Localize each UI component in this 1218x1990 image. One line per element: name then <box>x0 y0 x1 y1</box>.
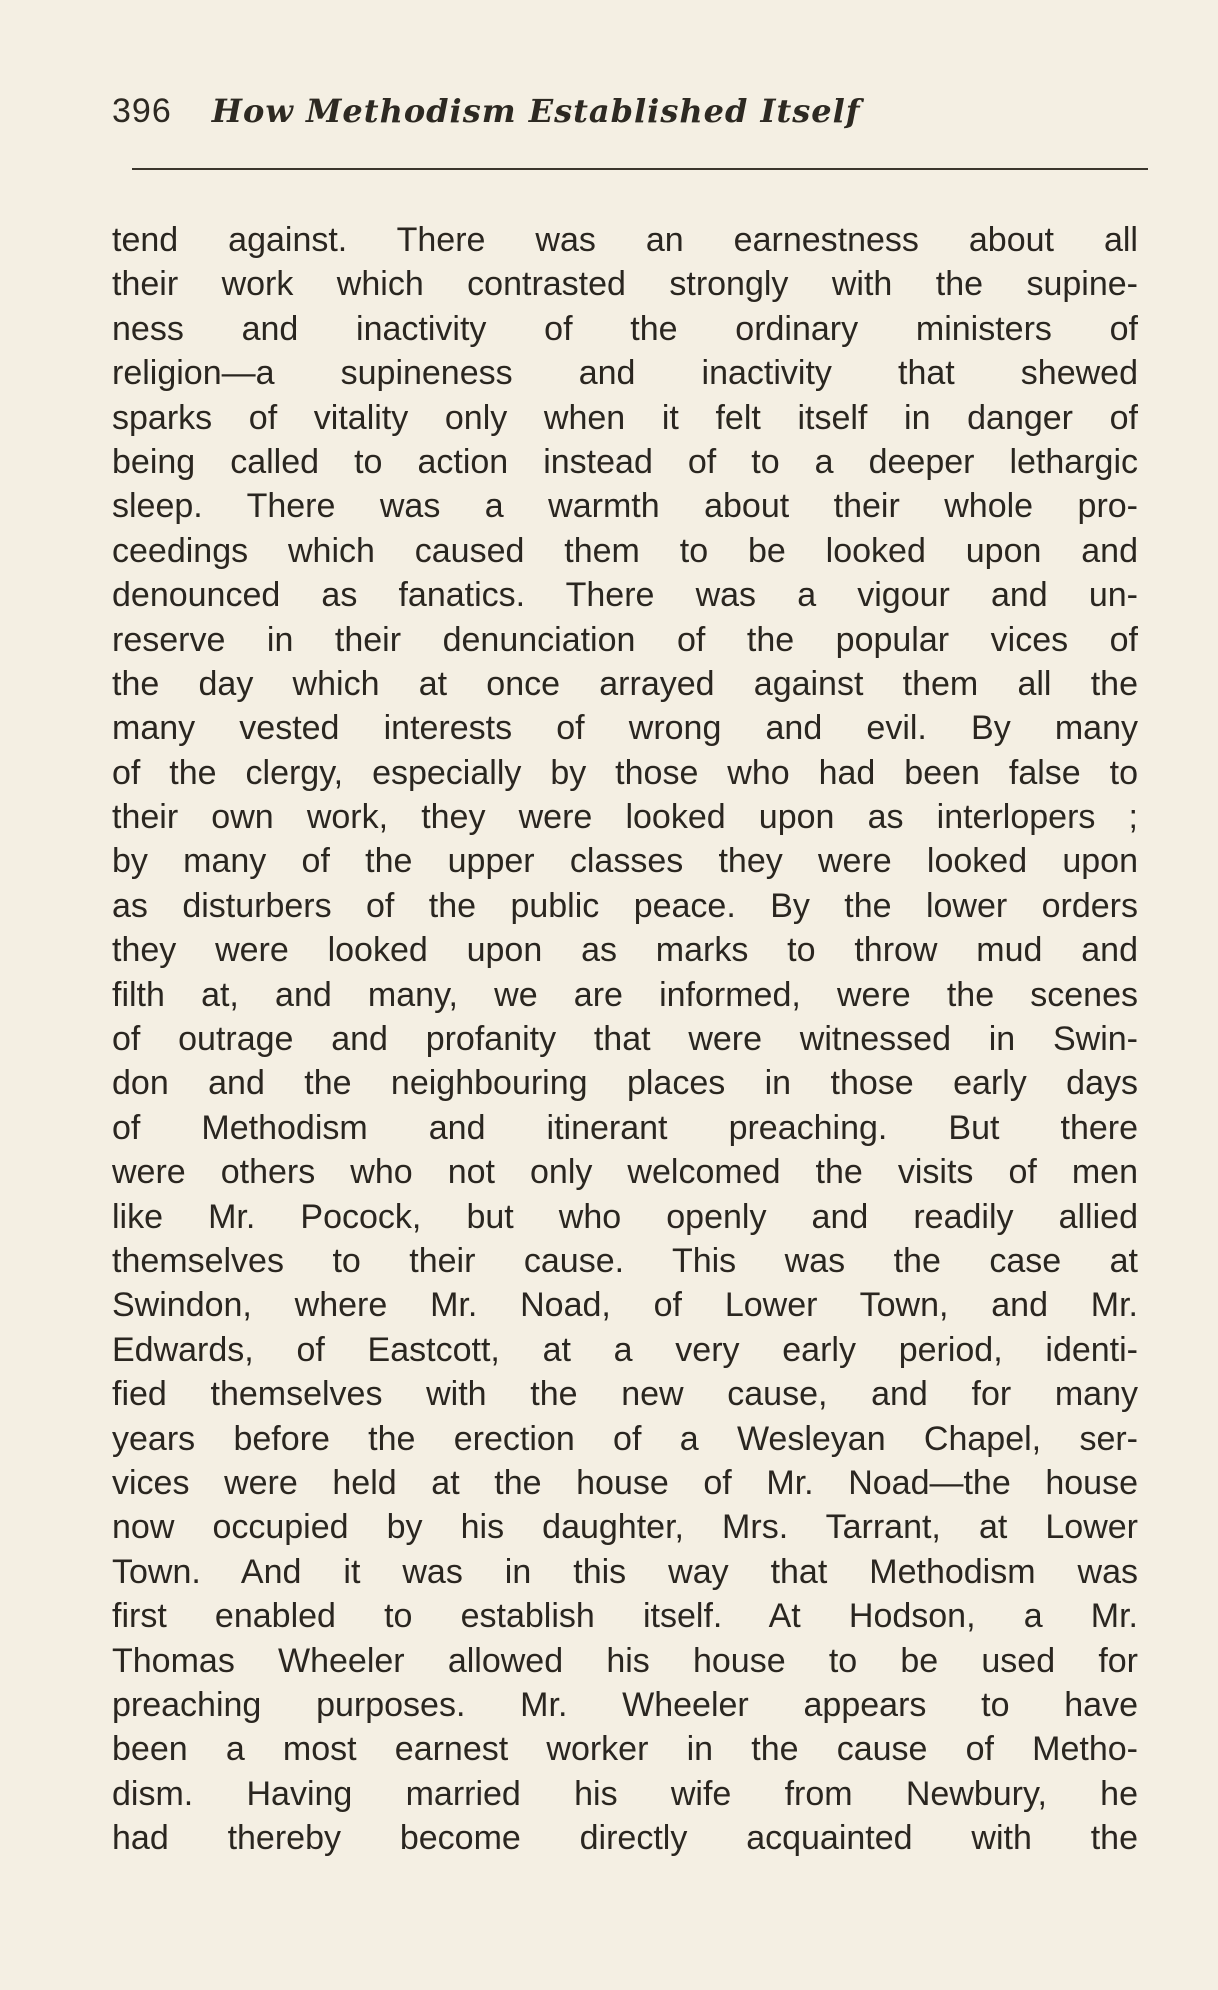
text-line: sleep. There was a warmth about their whole pro- <box>112 487 1138 526</box>
text-line: Swindon, where Mr. Noad, of Lower Town, and Mr. <box>112 1286 1138 1325</box>
text-line: Thomas Wheeler allowed his house to be used for <box>112 1641 1138 1680</box>
text-line: as disturbers of the public peace. By the lower orders <box>112 886 1138 925</box>
body-text <box>112 218 1138 1860</box>
text-line: of the clergy, especially by those who had been false to <box>112 753 1138 792</box>
running-title: How Methodism Established Itself <box>211 92 861 130</box>
text-line: tend against. There was an earnestness about all <box>112 221 1138 259</box>
text-line: like Mr. Pocock, but who openly and readily allied <box>112 1197 1138 1236</box>
text-line: don and the neighbouring places in those early days <box>112 1064 1138 1103</box>
text-line: been a most earnest worker in the cause of Metho- <box>112 1730 1138 1769</box>
text-line: of outrage and profanity that were witnessed in Swin- <box>112 1020 1138 1059</box>
text-line: fied themselves with the new cause, and for many <box>112 1375 1138 1414</box>
text-line: by many of the upper classes they were looked upon <box>112 842 1138 881</box>
text-line: many vested interests of wrong and evil. By many <box>112 709 1138 748</box>
page-header <box>112 92 1148 148</box>
text-line: their own work, they were looked upon as interlopers ; <box>112 798 1138 837</box>
text-line: Town. And it was in this way that Methodism was <box>112 1552 1138 1591</box>
text-line: of Methodism and itinerant preaching. But there <box>112 1108 1138 1147</box>
text-line: first enabled to establish itself. At Hodson, a Mr. <box>112 1597 1138 1636</box>
text-line: dism. Having married his wife from Newbury, he <box>112 1774 1138 1813</box>
text-line: religion—a supineness and inactivity that shewed <box>112 354 1138 393</box>
text-line: were others who not only welcomed the visits of men <box>112 1153 1138 1192</box>
text-line: now occupied by his daughter, Mrs. Tarrant, at Lower <box>112 1508 1138 1547</box>
text-line: preaching purposes. Mr. Wheeler appears to have <box>112 1685 1138 1724</box>
text-line: denounced as fanatics. There was a vigour and un- <box>112 576 1138 615</box>
text-line: they were looked upon as marks to throw mud and <box>112 931 1138 970</box>
page-number: 396 <box>112 92 172 130</box>
text-line: Edwards, of Eastcott, at a very early period, identi- <box>112 1330 1138 1369</box>
text-line: being called to action instead of to a deeper lethargic <box>112 442 1138 481</box>
text-line: ness and inactivity of the ordinary ministers of <box>112 309 1138 348</box>
text-line: reserve in their denunciation of the popular vices of <box>112 620 1138 659</box>
text-line: themselves to their cause. This was the case at <box>112 1241 1138 1280</box>
text-line: years before the erection of a Wesleyan Chapel, ser- <box>112 1419 1138 1458</box>
text-line: the day which at once arrayed against them all the <box>112 664 1138 703</box>
text-line: filth at, and many, we are informed, were the scenes <box>112 975 1138 1014</box>
text-line: sparks of vitality only when it felt itself in danger of <box>112 398 1138 437</box>
text-line: their work which contrasted strongly with the supine- <box>112 265 1138 304</box>
text-line: ceedings which caused them to be looked upon and <box>112 531 1138 570</box>
text-line: vices were held at the house of Mr. Noad—the house <box>112 1463 1138 1502</box>
text-line: had thereby become directly acquainted with the <box>112 1819 1138 1858</box>
header-rule <box>132 168 1148 170</box>
